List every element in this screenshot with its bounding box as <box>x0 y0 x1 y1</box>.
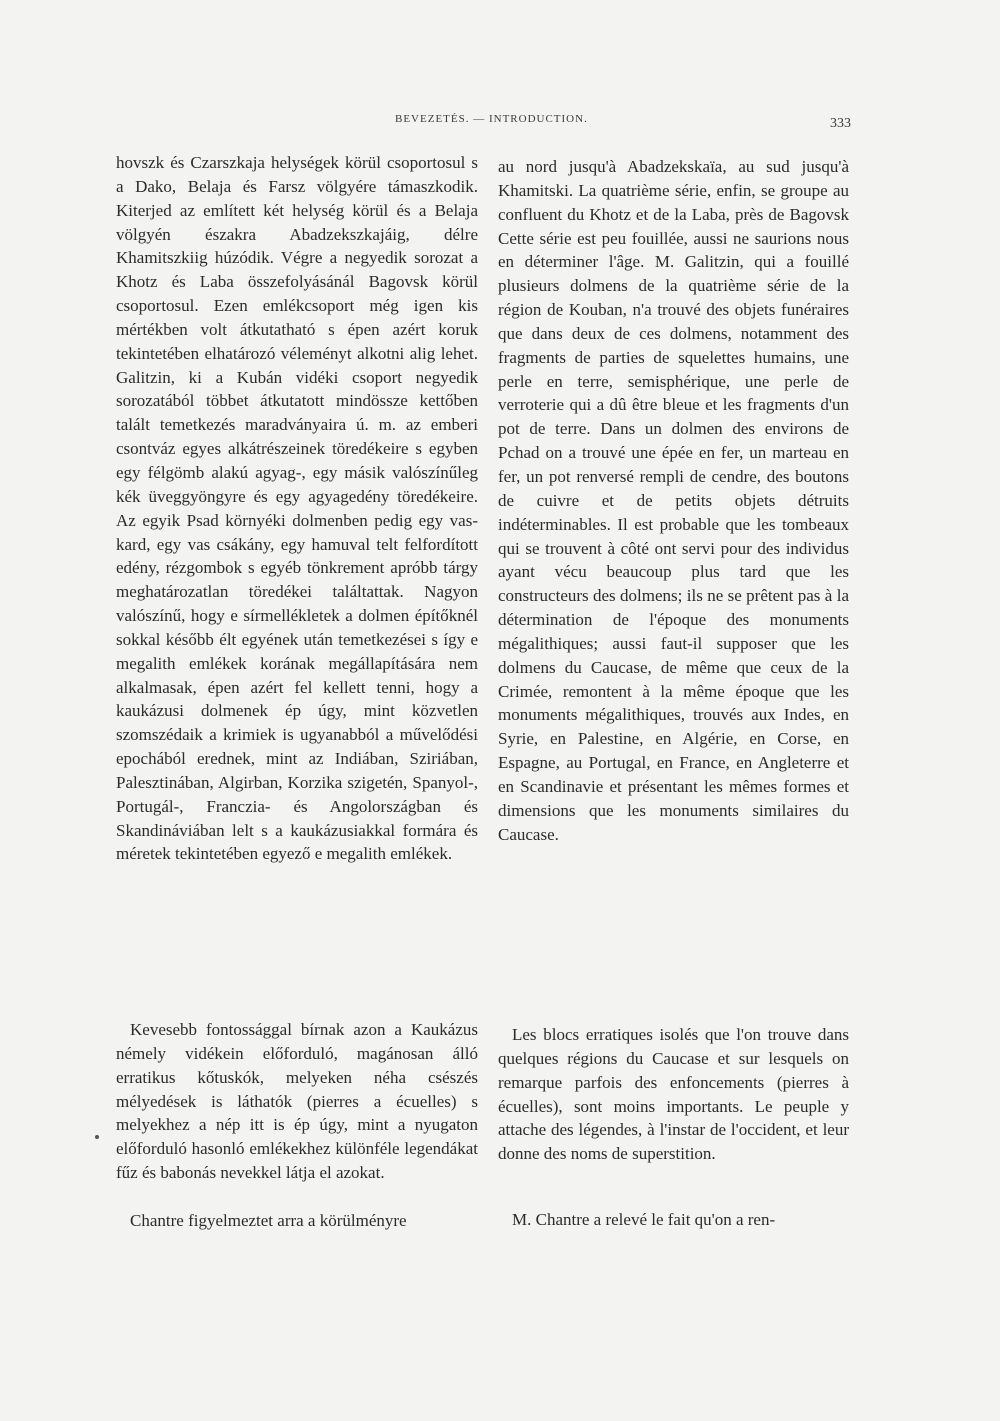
left-column-block-2 <box>116 1018 478 1185</box>
header-title: BEVEZETÉS. — INTRODUCTION. <box>395 113 588 125</box>
left-paragraph-3: Chantre figyelmeztet arra a körülményre <box>130 1211 407 1230</box>
left-paragraph-2: Kevesebb fontossággal bírnak azon a Kaukázus némely vidékein előforduló, magánosan álló erratikus kőtuskók, melyeken néha csészés mélyedések is láthatók (pierres a écuelles) s melyekhez a nép itt is ép úgy, mint a nyugaton előforduló hasonló emlékekhez különféle legendákat fűz és babonás nevekkel látja el azokat. <box>116 1020 478 1183</box>
left-column-block-1 <box>116 151 478 866</box>
running-header <box>0 113 1000 133</box>
right-column-block-3 <box>498 1208 849 1232</box>
left-column-block-3 <box>116 1209 478 1233</box>
right-paragraph-3: M. Chantre a relevé le fait qu'on a ren- <box>512 1210 776 1229</box>
right-column-block-2 <box>498 1023 849 1166</box>
left-paragraph-1: hovszk és Czarszkaja helységek körül csoportosul s a Dako, Belaja és Farsz völgyére támaszkodik. Kiterjed az említett két helység körül és a Belaja völgyén északra Abadzekszkajáig, délre Khamitszkiig húzódik. Végre a negyedik sorozat a Khotz és Laba összefolyásánál Bagovsk körül csoportosul. Ezen emlékcsoport még igen kis mértékben volt átkutatható s épen azért koruk tekintetében elhatározó véleményt alkotni alig lehet. Galitzin, ki a Kubán vidéki csoport negyedik sorozatából többet átkutatott mindössze kettőben talált temetkezés maradványaira ú. m. az emberi csontváz egyes alkátrészeinek töredékeire s egyben egy félgömb alakú agyag-, egy másik valószínűleg kék üveggyöngyre és egy agyagedény töredékeire. Az egyik Psad környéki dolmenben pedig egy vas-kard, egy vas csákány, egy hamuval telt felfordított edény, rézgombok s egyéb tönkrement apróbb tárgy meghatározatlan töredékei találtattak. Nagyon valószínű, hogy e sírmellékletek a dolmen építőknél sokkal később élt egyének után temetkezései s így e megalith emlékek korának megállapítására nem alkalmasak, épen azért fel kellett tenni, hogy a kaukázusi dolmenek ép úgy, mint közvetlen szomszédaik a krimiek is ugyanabból a művelődési epochából erednek, mint az Indiában, Sziriában, Palesztinában, Algirban, Korzika szigetén, Spanyol-, Portugál-, Franczia- és Angolországban és Skandináviában lelt s a kaukázusiakkal formára és méretek tekintetében egyező e megalith emlékek. <box>116 153 478 864</box>
margin-mark <box>95 1135 99 1139</box>
right-paragraph-1: au nord jusqu'à Abadzekskaïa, au sud jusqu'à Khamitski. La quatrième série, enfin, se groupe au confluent du Khotz et de la Laba, près de Bagovsk Cette série est peu fouillée, aussi ne saurions nous en déterminer l'âge. M. Galitzin, qui a fouillé plusieurs dolmens de la quatrième série de la région de Kouban, n'a trouvé des objets funéraires que dans deux de ces dolmens, notamment des fragments de parties de squelettes humains, une perle en terre, semisphérique, une perle de verroterie qui a dû être bleue et les fragments d'un pot de terre. Dans un dolmen des environs de Pchad on a trouvé une épée en fer, un marteau en fer, un pot renversé rempli de cendre, des boutons de cuivre et de petits objets détruits indéterminables. Il est probable que les tombeaux qui se trouvent à côté ont servi pour des individus ayant vécu beaucoup plus tard que les constructeurs des dolmens; ils ne se prêtent pas à la détermination de l'époque des monuments mégalithiques; aussi faut-il supposer que les dolmens du Caucase, de même que ceux de la Crimée, remontent à la même époque que les monuments mégalithiques, trouvés aux Indes, en Syrie, en Palestine, en Algérie, en Corse, en Espagne, au Portugal, en France, en Angleterre et en Scandinavie et présentant les mêmes formes et dimensions que les monuments similaires du Caucase. <box>498 157 849 844</box>
right-paragraph-2: Les blocs erratiques isolés que l'on trouve dans quelques régions du Caucase et sur lesquels on remarque parfois des enfoncements (pierres à écuelles), sont moins importants. Le peuple y attache des légendes, à l'instar de l'occident, et leur donne des noms de superstition. <box>498 1025 849 1164</box>
page-number: 333 <box>830 116 851 131</box>
right-column-block-1 <box>498 155 849 846</box>
